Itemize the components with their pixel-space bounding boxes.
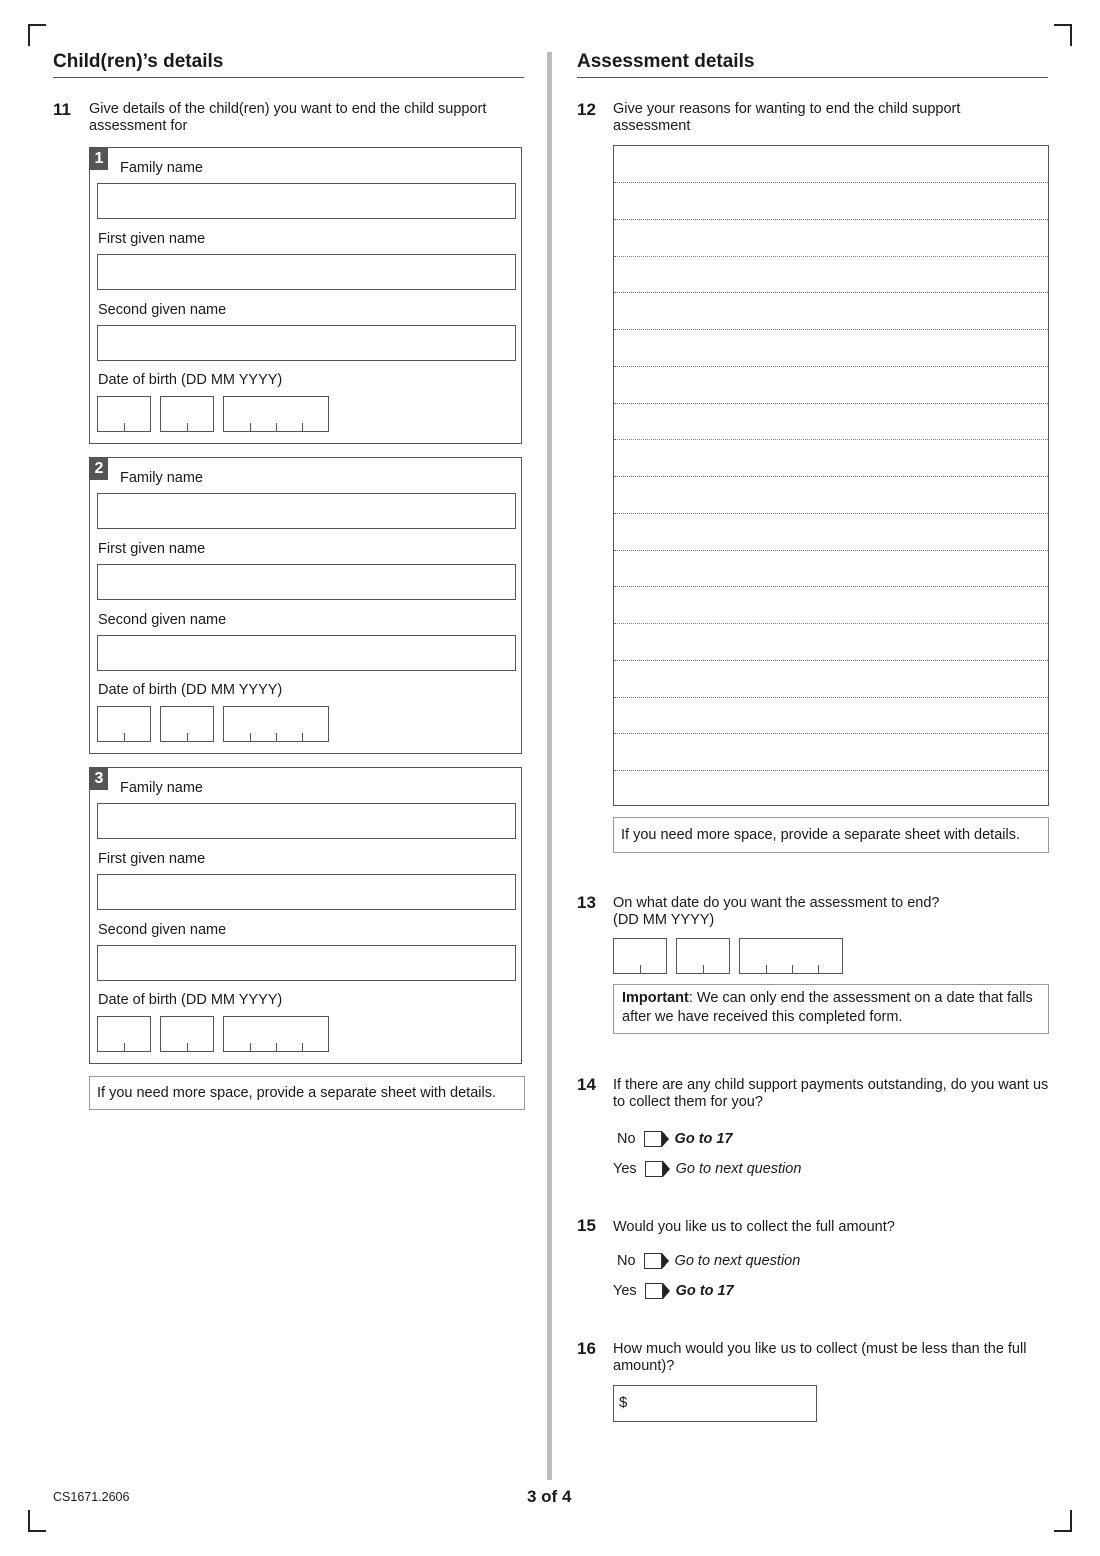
q14-option-no[interactable] [617, 1131, 733, 1147]
corner-mark-bottom-left [28, 1510, 46, 1532]
child-number-badge: 3 [90, 768, 108, 790]
arrow-right-icon [662, 1131, 669, 1147]
more-space-note: If you need more space, provide a separate sheet with details. [89, 1076, 525, 1110]
first-given-name-label: First given name [98, 231, 206, 247]
q14-option-yes[interactable] [613, 1161, 801, 1177]
checkbox[interactable] [644, 1253, 662, 1269]
child-1-dob-month-field[interactable] [160, 396, 214, 432]
reasons-more-space-note: If you need more space, provide a separate sheet with details. [613, 817, 1049, 853]
child-2-dob-month-field[interactable] [160, 706, 214, 742]
child-3-dob-day-field[interactable] [97, 1016, 151, 1052]
question-13-date-format: (DD MM YYYY) [613, 912, 715, 928]
child-1-first-given-name-field[interactable] [97, 254, 516, 290]
section-heading-assessment: Assessment details [577, 51, 1048, 78]
first-given-name-label: First given name [98, 851, 206, 867]
option-label: Yes [613, 1283, 637, 1299]
question-number-15: 15 [577, 1216, 596, 1235]
child-2-dob-year-field[interactable] [223, 706, 329, 742]
question-12-text: Give your reasons for wanting to end the child support assessment [613, 101, 961, 134]
child-1-block [89, 147, 522, 444]
checkbox[interactable] [644, 1131, 662, 1147]
page-number: 3 of 4 [527, 1487, 572, 1506]
child-2-first-given-name-field[interactable] [97, 564, 516, 600]
go-to-instruction: Go to 17 [675, 1283, 734, 1299]
date-of-birth-label: Date of birth (DD MM YYYY) [98, 372, 283, 388]
child-3-block [89, 767, 522, 1064]
family-name-label: Family name [120, 160, 203, 176]
child-number-badge: 2 [90, 458, 108, 480]
end-date-year-field[interactable] [739, 938, 843, 974]
child-1-second-given-name-field[interactable] [97, 325, 516, 361]
option-label: No [617, 1131, 636, 1147]
column-divider [547, 52, 552, 1480]
question-number-11: 11 [53, 100, 71, 119]
child-3-dob-month-field[interactable] [160, 1016, 214, 1052]
child-3-dob-year-field[interactable] [223, 1016, 329, 1052]
child-2-family-name-field[interactable] [97, 493, 516, 529]
arrow-right-icon [662, 1253, 669, 1269]
second-given-name-label: Second given name [98, 302, 227, 318]
family-name-label: Family name [120, 470, 203, 486]
child-1-dob-day-field[interactable] [97, 396, 151, 432]
option-label: Yes [613, 1161, 637, 1177]
collect-amount-field[interactable] [613, 1385, 817, 1422]
child-3-first-given-name-field[interactable] [97, 874, 516, 910]
question-number-13: 13 [577, 893, 596, 912]
important-text: : We can only end the assessment on a date that falls after we have received this completed form. [622, 990, 1033, 1025]
family-name-label: Family name [120, 780, 203, 796]
question-15-text: Would you like us to collect the full amount? [613, 1219, 895, 1235]
question-number-12: 12 [577, 100, 596, 119]
form-code: CS1671.2606 [53, 1490, 130, 1504]
question-number-14: 14 [577, 1075, 596, 1094]
first-given-name-label: First given name [98, 541, 206, 557]
corner-mark-top-right [1054, 24, 1072, 46]
child-2-dob-day-field[interactable] [97, 706, 151, 742]
question-number-16: 16 [577, 1339, 596, 1358]
corner-mark-bottom-right [1054, 1510, 1072, 1532]
child-2-second-given-name-field[interactable] [97, 635, 516, 671]
second-given-name-label: Second given name [98, 612, 227, 628]
reasons-textarea[interactable] [613, 145, 1049, 806]
currency-symbol: $ [619, 1394, 628, 1411]
child-3-family-name-field[interactable] [97, 803, 516, 839]
question-13-text: On what date do you want the assessment to end? [613, 895, 940, 911]
checkbox[interactable] [645, 1283, 663, 1299]
important-label: Important [622, 990, 689, 1006]
go-to-instruction: Go to next question [674, 1253, 801, 1269]
child-number-badge: 1 [90, 148, 108, 170]
go-to-instruction: Go to 17 [674, 1131, 733, 1147]
child-1-dob-year-field[interactable] [223, 396, 329, 432]
corner-mark-top-left [28, 24, 46, 46]
q15-option-yes[interactable] [613, 1283, 734, 1299]
child-1-family-name-field[interactable] [97, 183, 516, 219]
question-16-text: How much would you like us to collect (must be less than the full amount)? [613, 1341, 1027, 1374]
child-3-second-given-name-field[interactable] [97, 945, 516, 981]
q15-option-no[interactable] [617, 1253, 800, 1269]
arrow-right-icon [663, 1161, 670, 1177]
end-date-month-field[interactable] [676, 938, 730, 974]
go-to-instruction: Go to next question [675, 1161, 802, 1177]
question-11-text: Give details of the child(ren) you want to end the child support assessment for [89, 101, 487, 134]
arrow-right-icon [663, 1283, 670, 1299]
second-given-name-label: Second given name [98, 922, 227, 938]
important-note [613, 984, 1049, 1034]
section-heading-children: Child(ren)’s details [53, 51, 524, 78]
end-date-day-field[interactable] [613, 938, 667, 974]
checkbox[interactable] [645, 1161, 663, 1177]
date-of-birth-label: Date of birth (DD MM YYYY) [98, 992, 283, 1008]
child-2-block [89, 457, 522, 754]
date-of-birth-label: Date of birth (DD MM YYYY) [98, 682, 283, 698]
question-14-text: If there are any child support payments outstanding, do you want us to collect them for you? [613, 1077, 1049, 1110]
option-label: No [617, 1253, 636, 1269]
